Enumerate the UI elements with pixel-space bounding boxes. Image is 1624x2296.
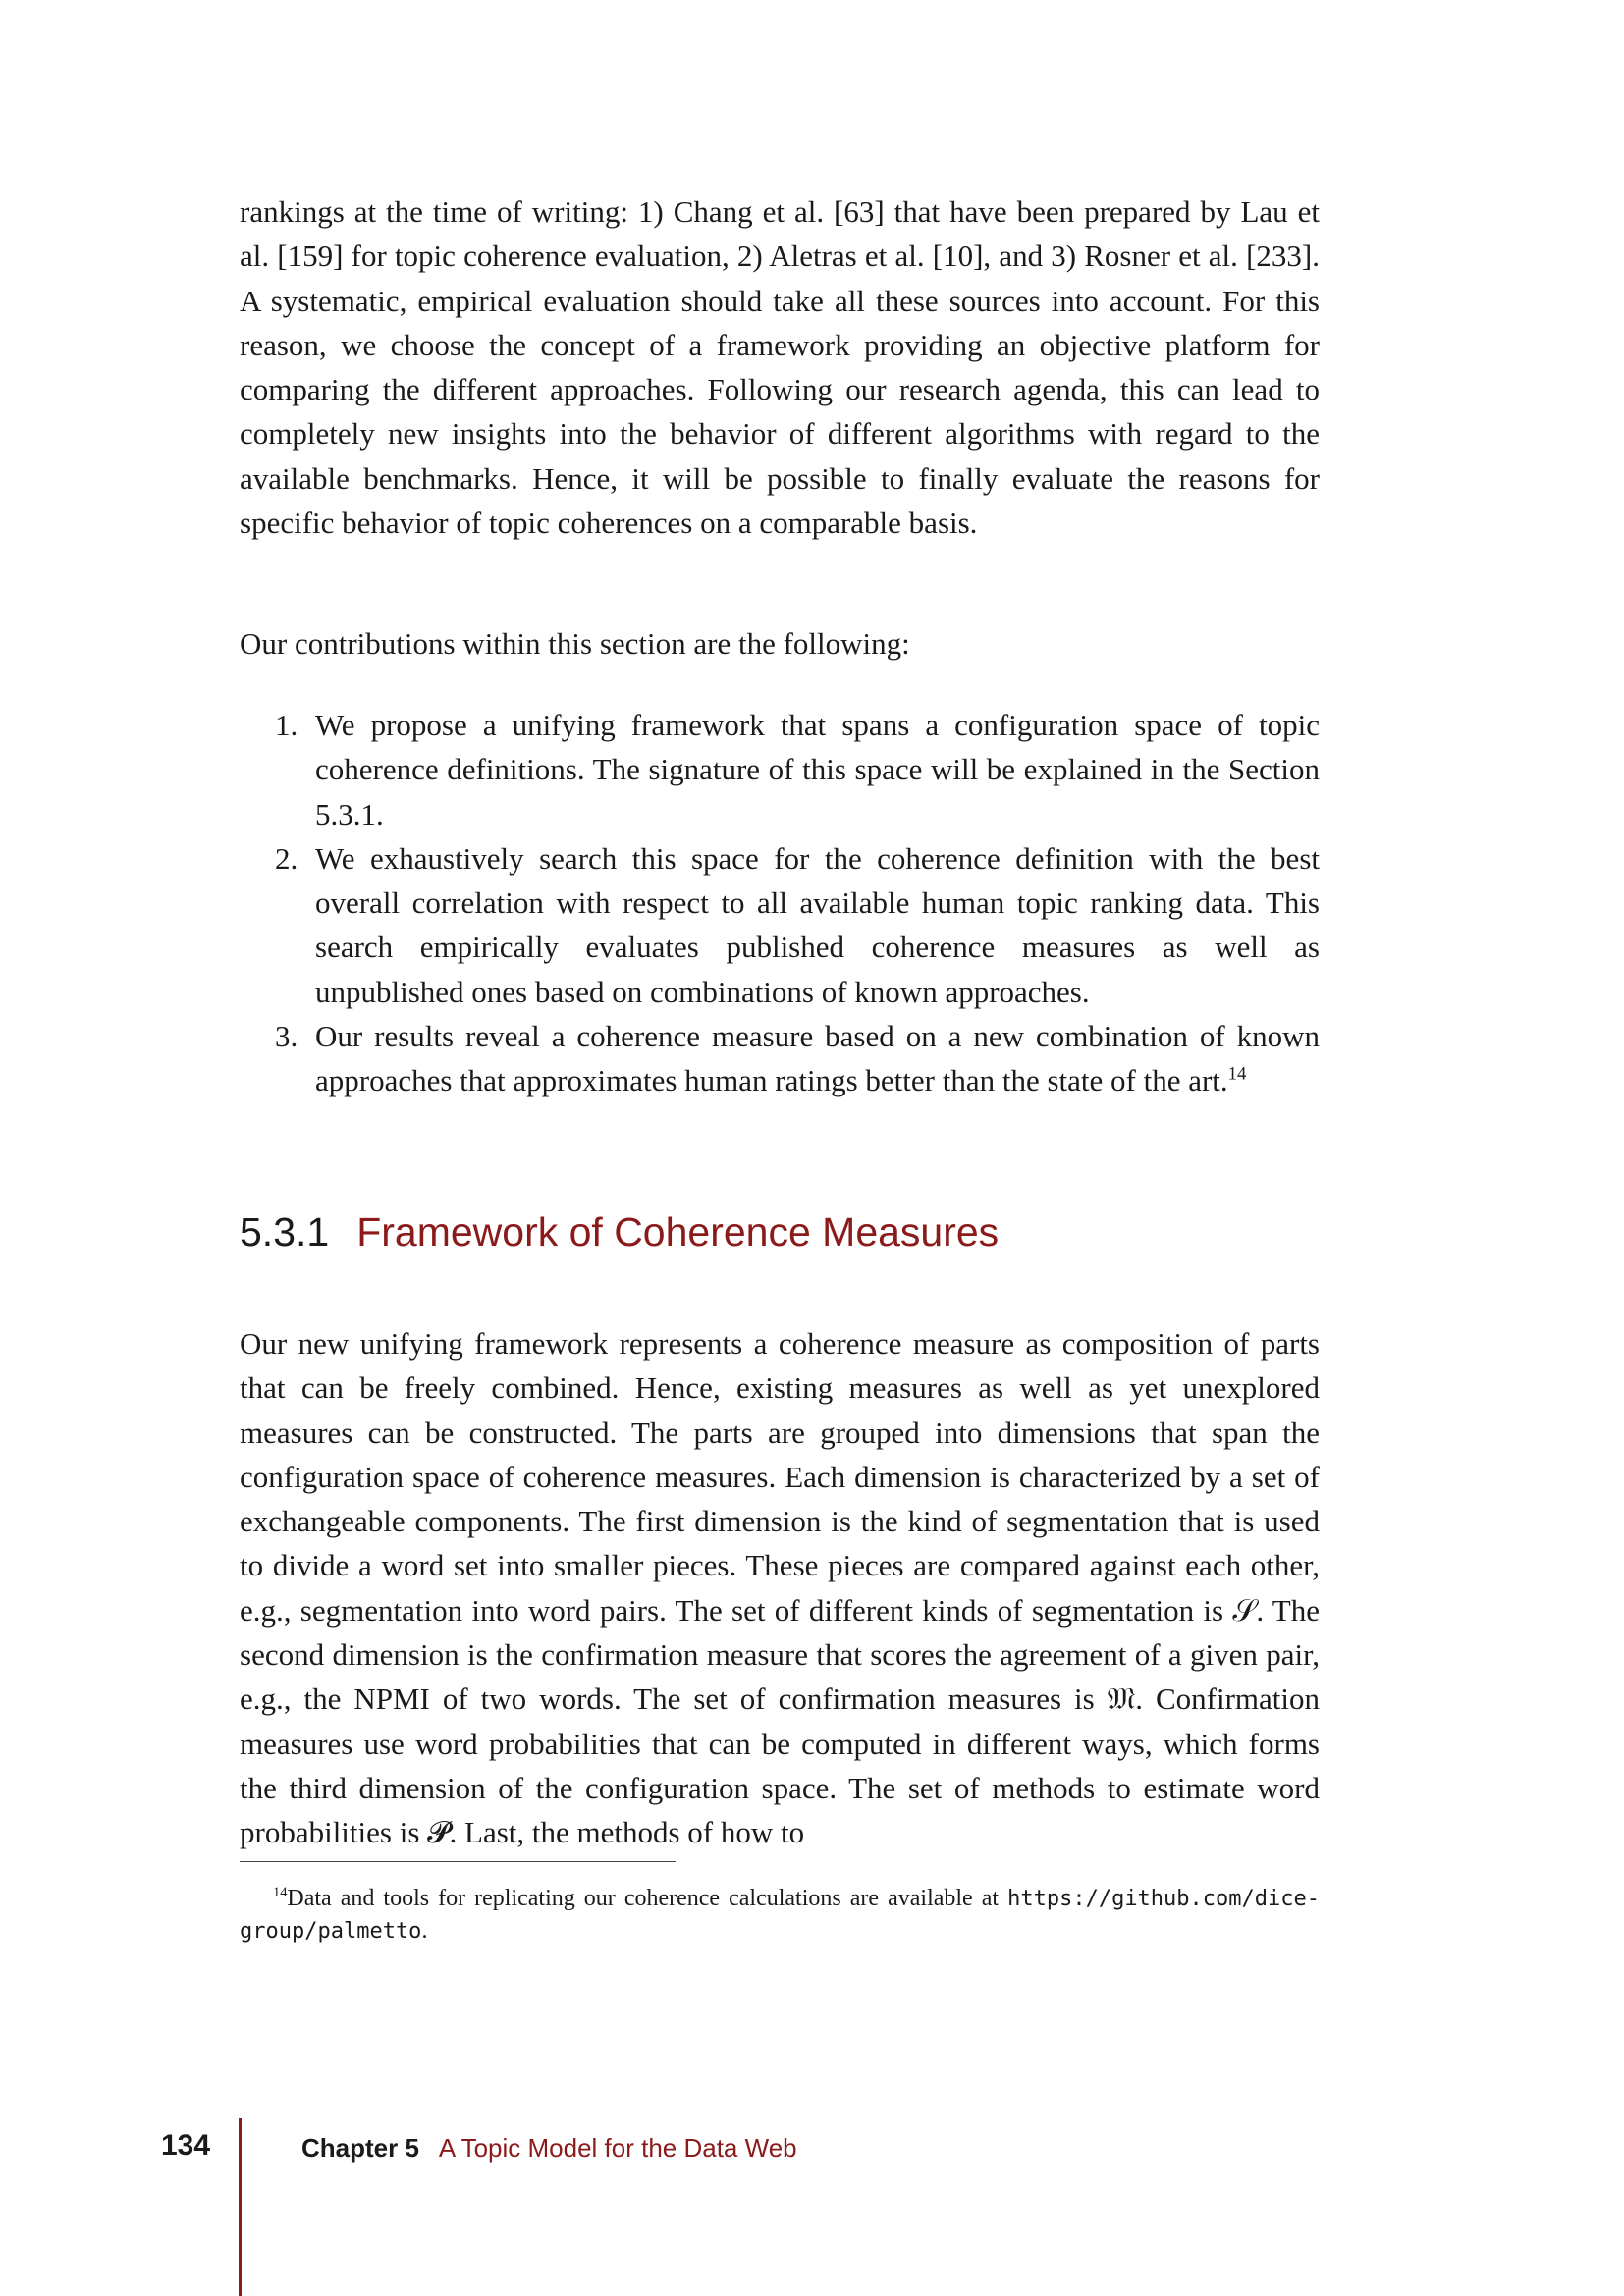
- paragraph-segment: . Confirmation measures use word probabilities that can be computed in different ways, which forms the third dimension of the configuration space. The set of methods to estimate word probabilities is: [240, 1682, 1320, 1850]
- paragraph-segment: Our new unifying framework represents a coherence measure as composition of parts that can be freely combined. Hence, existing measures as well as yet unexplored measures can be constructed. The parts are grouped into dimensions that span the configuration space of coherence measures. Each dimension is characterized by a set of exchangeable components. The first dimension is the kind of segmentation that is used to divide a word set into smaller pieces. These pieces are compared against each other, e.g., segmentation into word pairs. The set of different kinds of segmentation is: [240, 1326, 1320, 1628]
- paragraph-framework: [240, 1321, 1320, 1855]
- list-item: [240, 1014, 1320, 1103]
- list-item: [240, 836, 1320, 1014]
- footnote-link[interactable]: https://github.com/dice-group/palmetto: [240, 1887, 1320, 1944]
- chapter-label: Chapter 5: [301, 2133, 419, 2163]
- footnote-text: Data and tools for replicating our coherence calculations are available at: [287, 1886, 1008, 1911]
- paragraph-segment: . The second dimension is the confirmation measure that scores the agreement of a given pair, e.g., the NPMI of two words. The set of confirmation measures is: [240, 1592, 1321, 1717]
- list-item-text: We propose a unifying framework that spans a configuration space of topic coherence definitions. The signature of this space will be explained in the Section 5.3.1.: [315, 708, 1320, 831]
- list-item: [240, 703, 1320, 836]
- footnote-mark: 14: [273, 1885, 288, 1900]
- page-number: 134: [161, 2129, 211, 2162]
- list-number: 3.: [275, 1019, 298, 1054]
- paragraph-text: rankings at the time of writing: 1) Chang et al. [63] that have been prepared by Lau et al. [159] for topic coherence evaluation, 2) Aletras et al. [10], and 3) Rosner et al. [233]. A systematic, empirical evaluation should take all these sources into account. For this reason, we choose the concept of a framework providing an objective platform for comparing the different approaches. Following our research agenda, this can lead to completely new insights into the behavior of different algorithms with regard to the available benchmarks. Hence, it will be possible to finally evaluate the reasons for specific behavior of topic coherences on a comparable basis.: [240, 194, 1320, 541]
- contributions-list: [240, 703, 1320, 1103]
- paragraph-intro-continuation: [240, 189, 1320, 545]
- paragraph-contributions-intro: [240, 621, 1320, 666]
- running-footer: [301, 2132, 797, 2163]
- math-symbol-segmentation: 𝒮: [1232, 1592, 1257, 1628]
- section-number: 5.3.1: [240, 1209, 330, 1255]
- list-item-text: Our results reveal a coherence measure based on a new combination of known approaches that approximates human ratings better than the state of the art.: [315, 1019, 1320, 1098]
- footer-divider: [239, 2118, 242, 2296]
- paragraph-text: [240, 1321, 1320, 1855]
- chapter-title: A Topic Model for the Data Web: [438, 2133, 797, 2163]
- math-symbol-probability: 𝓟: [427, 1815, 450, 1850]
- footnote-reference[interactable]: 14: [1227, 1064, 1247, 1086]
- math-symbol-confirmation: 𝔐: [1107, 1682, 1136, 1717]
- list-item-text: We exhaustively search this space for the coherence definition with the best overall correlation with respect to all available human topic ranking data. This search empirically evaluates published coherence measures as well as unpublished ones based on combinations of known approaches.: [315, 840, 1320, 1009]
- section-title: Framework of Coherence Measures: [356, 1209, 1000, 1255]
- section-heading: [240, 1207, 999, 1256]
- footnote-end: .: [421, 1918, 428, 1944]
- footnote-divider: [240, 1861, 676, 1862]
- footnote: [240, 1883, 1320, 1948]
- paragraph-text: Our contributions within this section are the following:: [240, 626, 910, 661]
- paragraph-segment: . Last, the methods of how to: [449, 1815, 805, 1850]
- list-number: 1.: [275, 708, 298, 742]
- list-number: 2.: [275, 840, 298, 876]
